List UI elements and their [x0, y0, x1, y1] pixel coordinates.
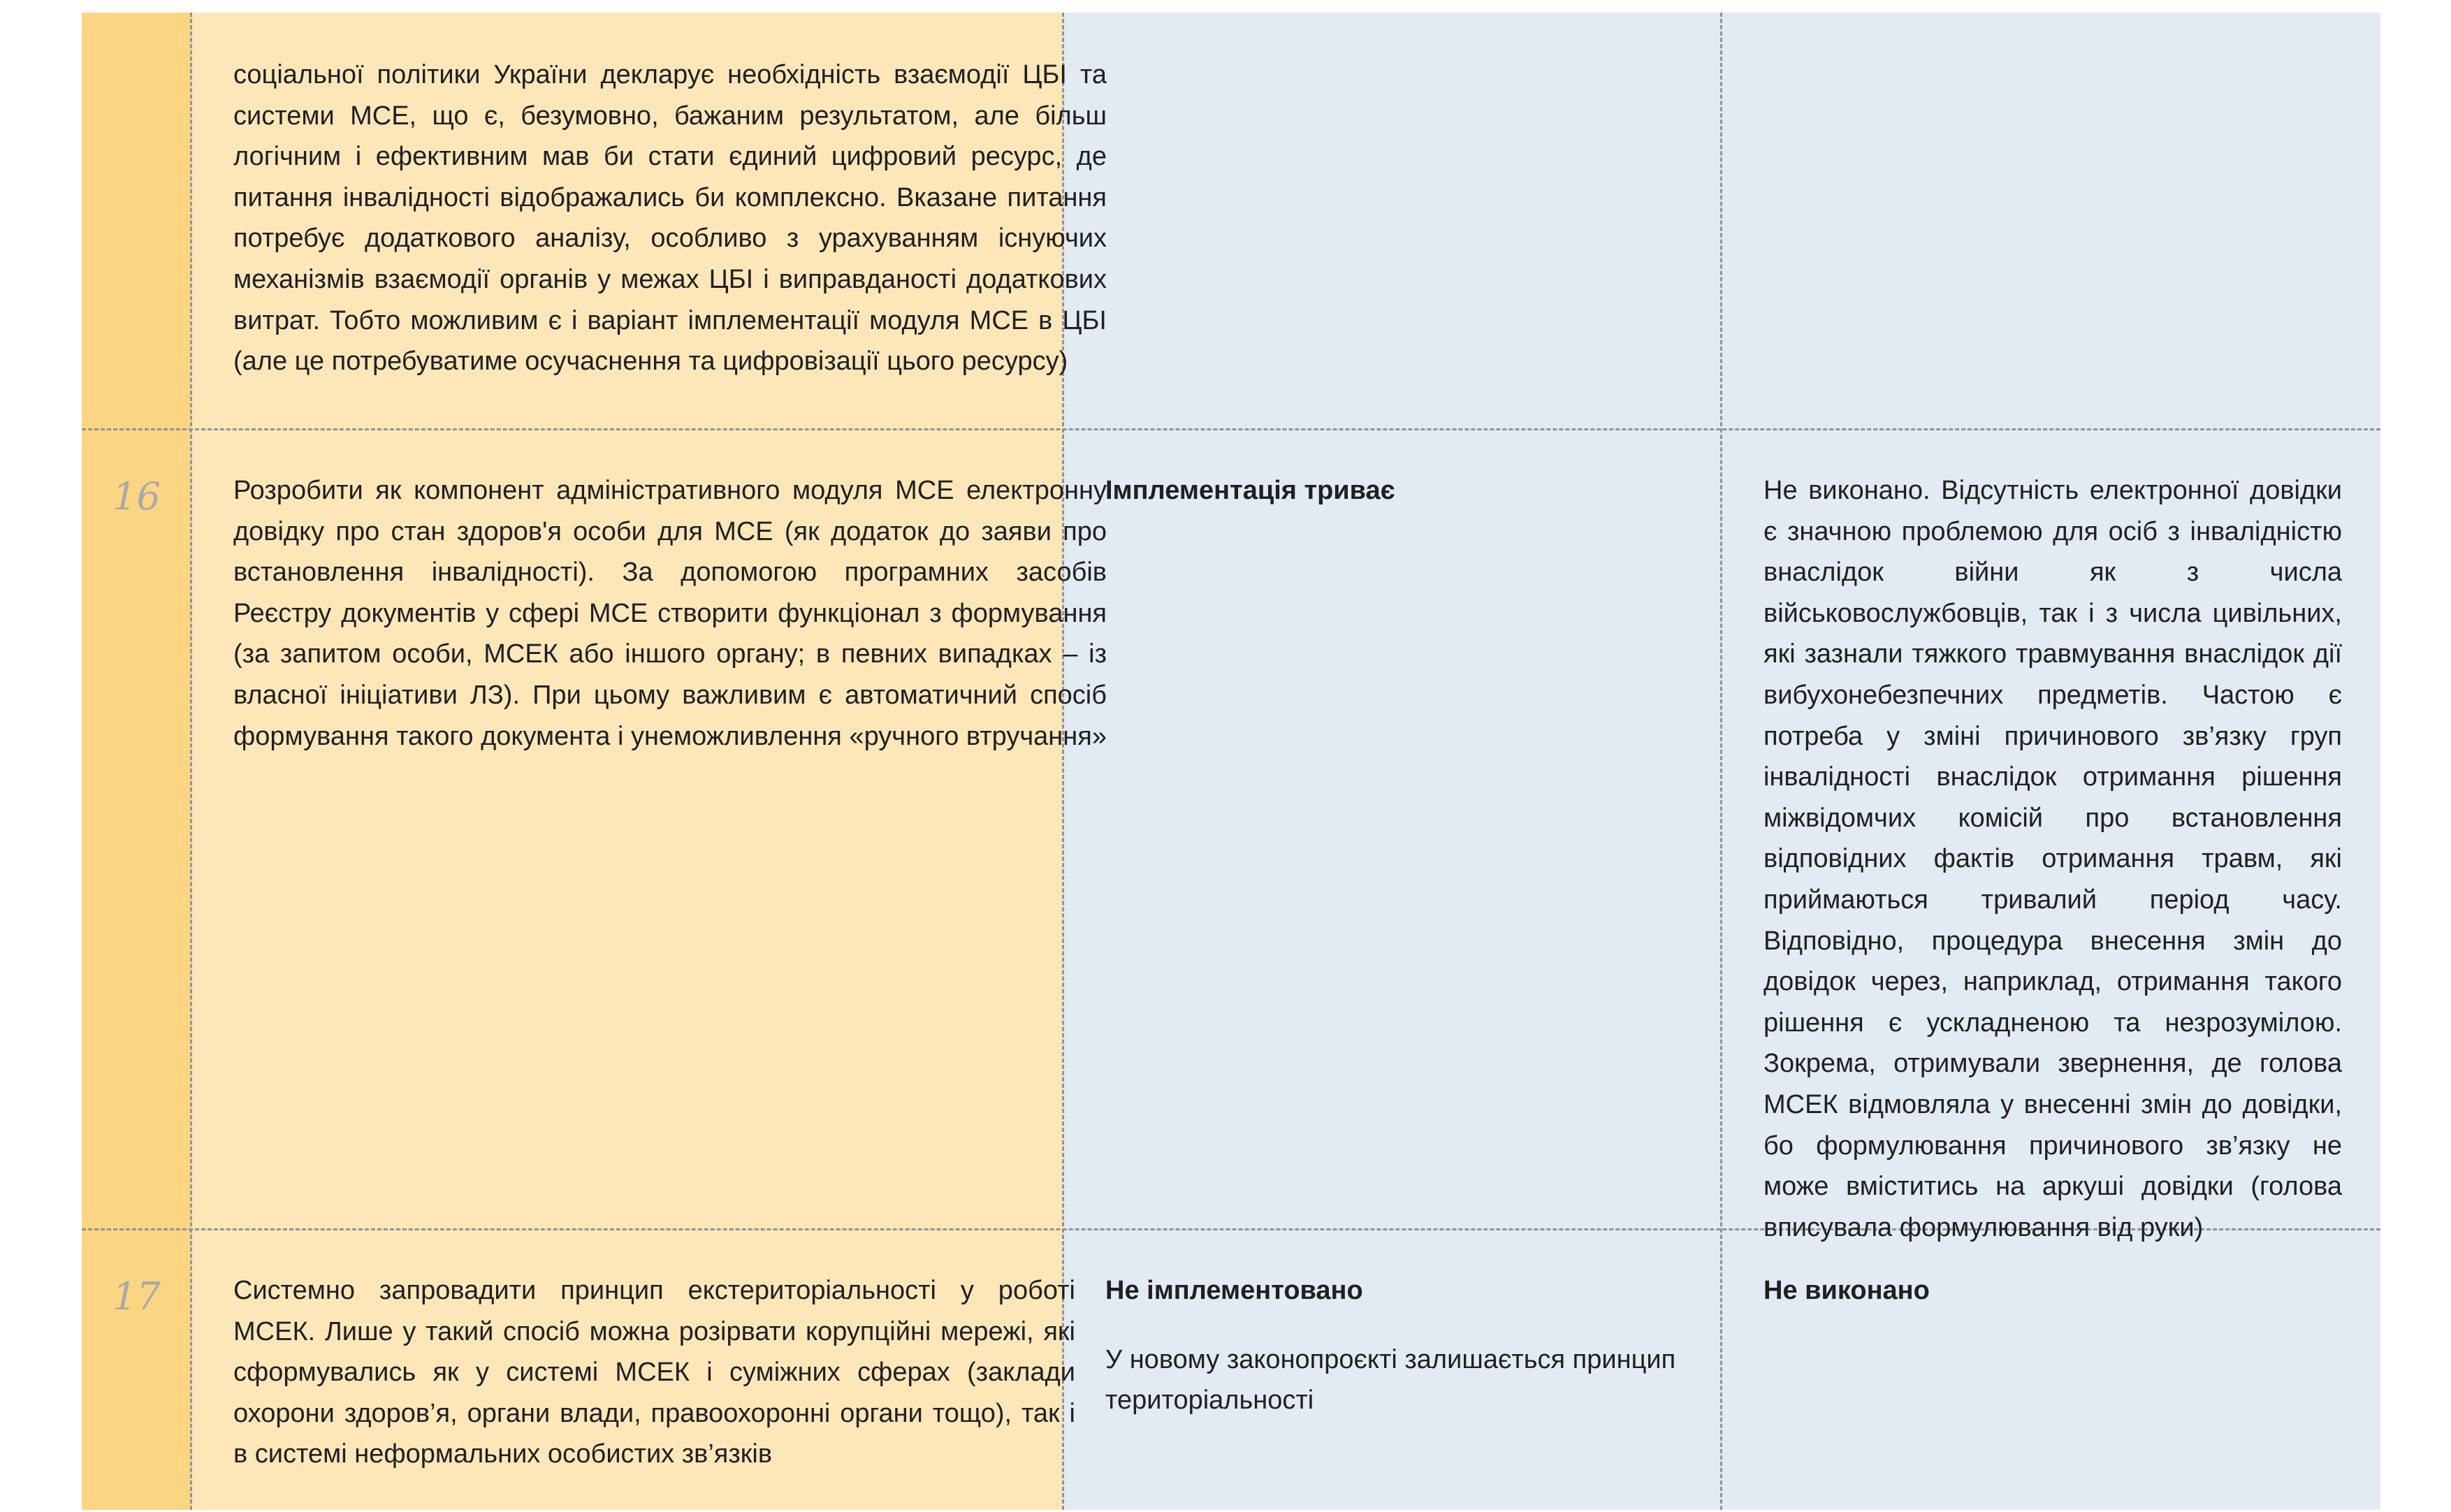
row-number: 16	[112, 474, 161, 518]
recommendation-text: соціальної політики України декларує необхідність взаємодії ЦБІ та системи МСЕ, що є, безумовно, бажаним результатом, але більш логічним і ефективним мав би стати єдиний цифровий ресурс, де питання інвалідності відображались би комплексно. Вказане питання потребує додаткового аналізу, особливо з урахуванням існуючих механізмів взаємодії органів у межах ЦБІ і виправданості додаткових витрат. Тобто можливим є і варіант імплементації модуля МСЕ в ЦБІ (але це потребуватиме осучаснення та цифровізації цього ресурсу)	[233, 60, 1107, 377]
row-number-cell	[82, 1270, 191, 1318]
row-number: 17	[112, 1274, 161, 1318]
recommendation-text: Розробити як компонент адміністративного модуля МСЕ електронну довідку про стан здоров'я особи для МСЕ (як додаток до заяви про встановлення інвалідності). За допомогою програмних засобів Реєстру документів у сфері МСЕ створити функціонал з формування (за запитом особи, МСЕК або іншого органу; в певних випадках – із власної ініціативи ЛЗ). При цьому важливим є автоматичний спосіб формування такого документа і унеможливлення «ручного втручання»	[233, 476, 1107, 751]
column-divider	[1720, 13, 1722, 1510]
recommendations-table	[82, 13, 2380, 1510]
recommendation-cell	[233, 470, 1107, 757]
row-divider	[82, 428, 2380, 430]
implementation-cell	[1105, 470, 1706, 511]
implementation-note: У новому законопроєкті залишається принцип територіальності	[1105, 1344, 1676, 1416]
execution-status: Не виконано	[1763, 1276, 1930, 1305]
execution-cell	[1763, 1270, 2342, 1311]
implementation-status: Імплементація триває	[1105, 476, 1395, 505]
row-number-cell	[82, 470, 191, 518]
implementation-cell	[1105, 1270, 1706, 1421]
execution-note: Не виконано. Відсутність електронної довідки є значною проблемою для осіб з інвалідністю внаслідок війни як з числа військовослужбовців, так і з числа цивільних, які зазнали тяжкого травмування внаслідок дії вибухонебезпечних предметів. Частою є потреба у зміні причинового зв’язку груп інвалідності внаслідок отримання рішення міжвідомчих комісій про встановлення відповідних фактів отримання травм, які приймаються тривалий період часу. Відповідно, процедура внесення змін до довідок через, наприклад, отримання такого рішення є ускладненою та незрозумілою. Зокрема, отримували звернення, де голова МСЕК відмовляла у внесенні змін до довідки, бо формулювання причинового зв’язку не може вміститись на аркуші довідки (голова вписувала формулювання від руки)	[1763, 476, 2342, 1242]
recommendation-text: Системно запровадити принцип екстериторіальності у роботі МСЕК. Лише у такий спосіб можна розірвати корупційні мережі, які сформувались як у системі МСЕК і суміжних сферах (заклади охорони здоров’я, органи влади, правоохоронні органи тощо), так і в системі неформальних особистих зв’язків	[233, 1276, 1075, 1469]
execution-cell	[1763, 470, 2342, 1248]
recommendation-cell	[233, 1270, 1075, 1475]
recommendation-cell	[233, 54, 1107, 382]
implementation-status: Не імплементовано	[1105, 1276, 1363, 1305]
